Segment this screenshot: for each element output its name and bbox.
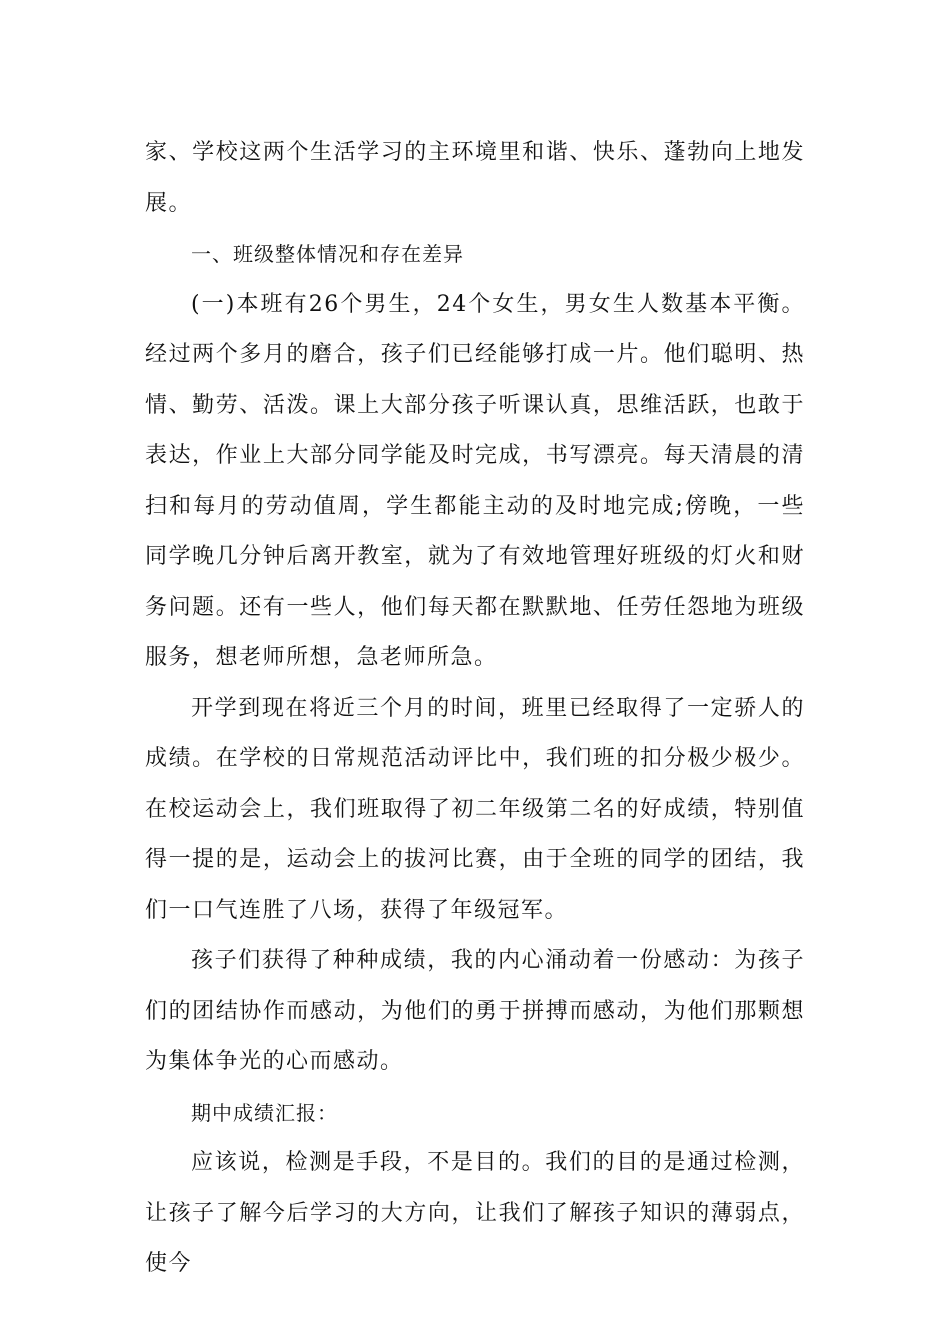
section-heading: 一、班级整体情况和存在差异	[191, 242, 464, 266]
paragraph-feelings: 孩子们获得了种种成绩，我的内心涌动着一份感动：为孩子们的团结协作而感动，为他们的勇于拼搏而感动，为他们那颗想为集体争光的心而感动。	[145, 948, 805, 1074]
paragraph-achievements: 开学到现在将近三个月的时间，班里已经取得了一定骄人的成绩。在学校的日常规范活动评比中，我们班的扣分极少极少。在校运动会上，我们班取得了初二年级第二名的好成绩，特别值得一提的是，运动会上的拔河比赛，由于全班的同学的团结，我们一口气连胜了八场，获得了年级冠军。	[145, 695, 805, 923]
subheading-midterm-report: 期中成绩汇报：	[191, 1100, 338, 1125]
paragraph-continuation: 家、学校这两个生活学习的主环境里和谐、快乐、蓬勃向上地发展。	[145, 140, 805, 216]
document-body	[145, 128, 805, 1290]
paragraph-class-overview: (一)本班有26个男生，24个女生，男女生人数基本平衡。经过两个多月的磨合，孩子们已经能够打成一片。他们聪明、热情、勤劳、活泼。课上大部分孩子听课认真，思维活跃，也敢于表达，作业上大部分同学能及时完成，书写漂亮。每天清晨的清扫和每月的劳动值周，学生都能主动的及时地完成;傍晚，一些同学晚几分钟后离开教室，就为了有效地管理好班级的灯火和财务问题。还有一些人，他们每天都在默默地、任劳任怨地为班级服务，想老师所想，急老师所急。	[145, 291, 805, 670]
paragraph-testing-purpose: 应该说，检测是手段，不是目的。我们的目的是通过检测，让孩子了解今后学习的大方向，让我们了解孩子知识的薄弱点，使今	[145, 1150, 805, 1276]
